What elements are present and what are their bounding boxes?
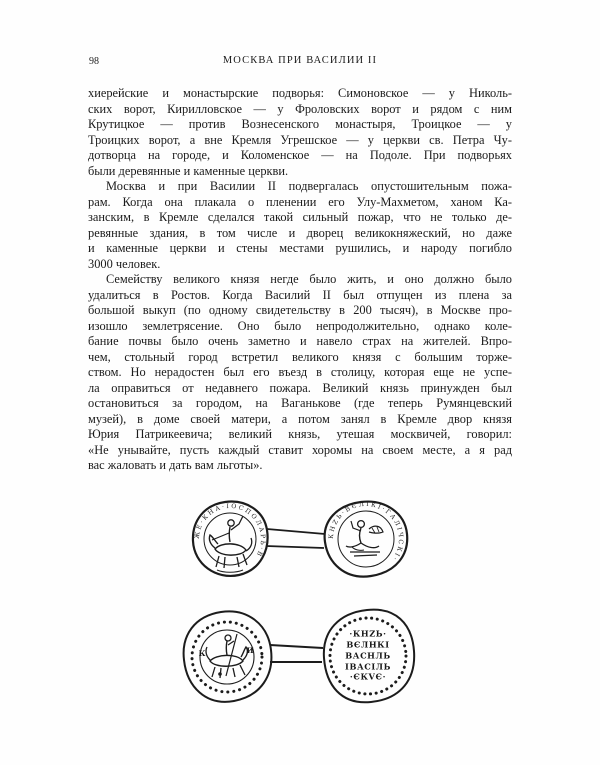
text-line: музей), в доме своей матери, а потом занял в Кремле двор князя [88, 411, 512, 426]
text-line: большой выкуп (по одному свидетельству в 200 тысяч), в Москве про- [88, 303, 512, 317]
coin-1-obverse-legend: ЖЕ·КНА·ІОСПОЛАРЬ·В [193, 502, 267, 559]
inscription-line: ·ЄКVЄ· [349, 671, 387, 682]
text-line: 3000 человек. [88, 256, 161, 271]
coin-2-letter-left: К [198, 649, 206, 658]
inscription-line: ·КНZЬ· [349, 628, 387, 639]
text-line: ла оправиться от недавнего пожара. Великий князь принужден был [88, 380, 512, 395]
text-line: Троицких ворот, а вне Кремля Угрешское — у церкви св. Петра Чу- [88, 132, 512, 147]
text-line: ревянные здания, в том числе и дворец великокняжеский, но даже [88, 225, 512, 240]
text-line: удалиться в Ростов. Когда Василий II был отпущен из плена за [88, 287, 512, 302]
inscription-line: ВЄЛНКІ [346, 639, 390, 650]
seated-figure-engraving [346, 521, 383, 556]
horseman-with-spear-engraving [206, 634, 247, 678]
text-line: чем, стольный город встретил великого князя с большим торже- [88, 349, 512, 364]
text-line: остановиться за городом, на Ваганькове (где теперь Румянцевский [88, 396, 512, 410]
text-line: ством. Но нерадостен был его въезд в столицу, которая еще не успе- [88, 365, 512, 379]
coins-engraving [165, 495, 435, 715]
connecting-bar-2 [270, 645, 323, 662]
coin-2-obverse [184, 611, 272, 701]
horseman-with-sword-engraving [209, 516, 251, 572]
text-line: занским, в Кремле сделался такой сильный пожар, что не только де- [88, 210, 512, 224]
text-line: бание почвы было очень заметно и навело страх на жителей. Впро- [88, 334, 512, 348]
text-line: и каменные церкви и стены местами рушились, и народу погибло [88, 241, 512, 255]
text-line: Москва и при Василии II подвергалась опустошительным пожа- [106, 179, 512, 193]
page-number: 98 [89, 56, 99, 67]
text-line: ских ворот, Кирилловское — у Фроловских ворот и рядом с ним [88, 101, 512, 116]
text-line: были деревянные и каменные церкви. [88, 163, 289, 178]
text-line: дотворца на городе, и Коломенское — на Подоле. При подворьях [88, 148, 512, 162]
text-line: рам. Когда она плакала о пленении его Улу-Махметом, ханом Ка- [88, 194, 512, 209]
text-line: «Не унывайте, пусть каждый ставит хоромы на своем месте, а я рад [88, 442, 512, 457]
coin-2-inscription [345, 629, 391, 682]
running-head [0, 55, 600, 69]
text-line: изошло землетрясение. Оно было непродолжительно, однако коле- [88, 318, 512, 333]
text-line: Крутицкое — против Вознесенского монастыря, Троицкое — у [88, 117, 512, 131]
text-line: Семейству великого князя негде было жить, и оно должно было [106, 272, 512, 286]
coin-2-reverse [324, 610, 414, 703]
inscription-line: ВАСНЛЬ [345, 650, 391, 661]
coin-1-obverse [193, 502, 268, 576]
coins-figure [165, 495, 435, 715]
text-line: вас жаловать и дать вам льготы». [88, 458, 263, 472]
running-title: МОСКВА ПРИ ВАСИЛИИ II [222, 55, 378, 66]
inscription-line: ІВАСІЛЬ [345, 661, 391, 672]
connecting-bar-1 [266, 529, 325, 548]
text-line: Юрия Патрикеевича; великий князь, утешая москвичей, говорил: [88, 427, 512, 441]
body-text [88, 86, 512, 474]
text-line: хиерейские и монастырские подворья: Симоновское — у Николь- [88, 86, 512, 100]
coin-1-reverse [325, 501, 408, 577]
coin-2-letter-right: И [246, 646, 254, 655]
coin-1-reverse-legend: КНZЬ·ВЄЛІКІ·ГАЛІЧСКІ· [327, 500, 405, 563]
